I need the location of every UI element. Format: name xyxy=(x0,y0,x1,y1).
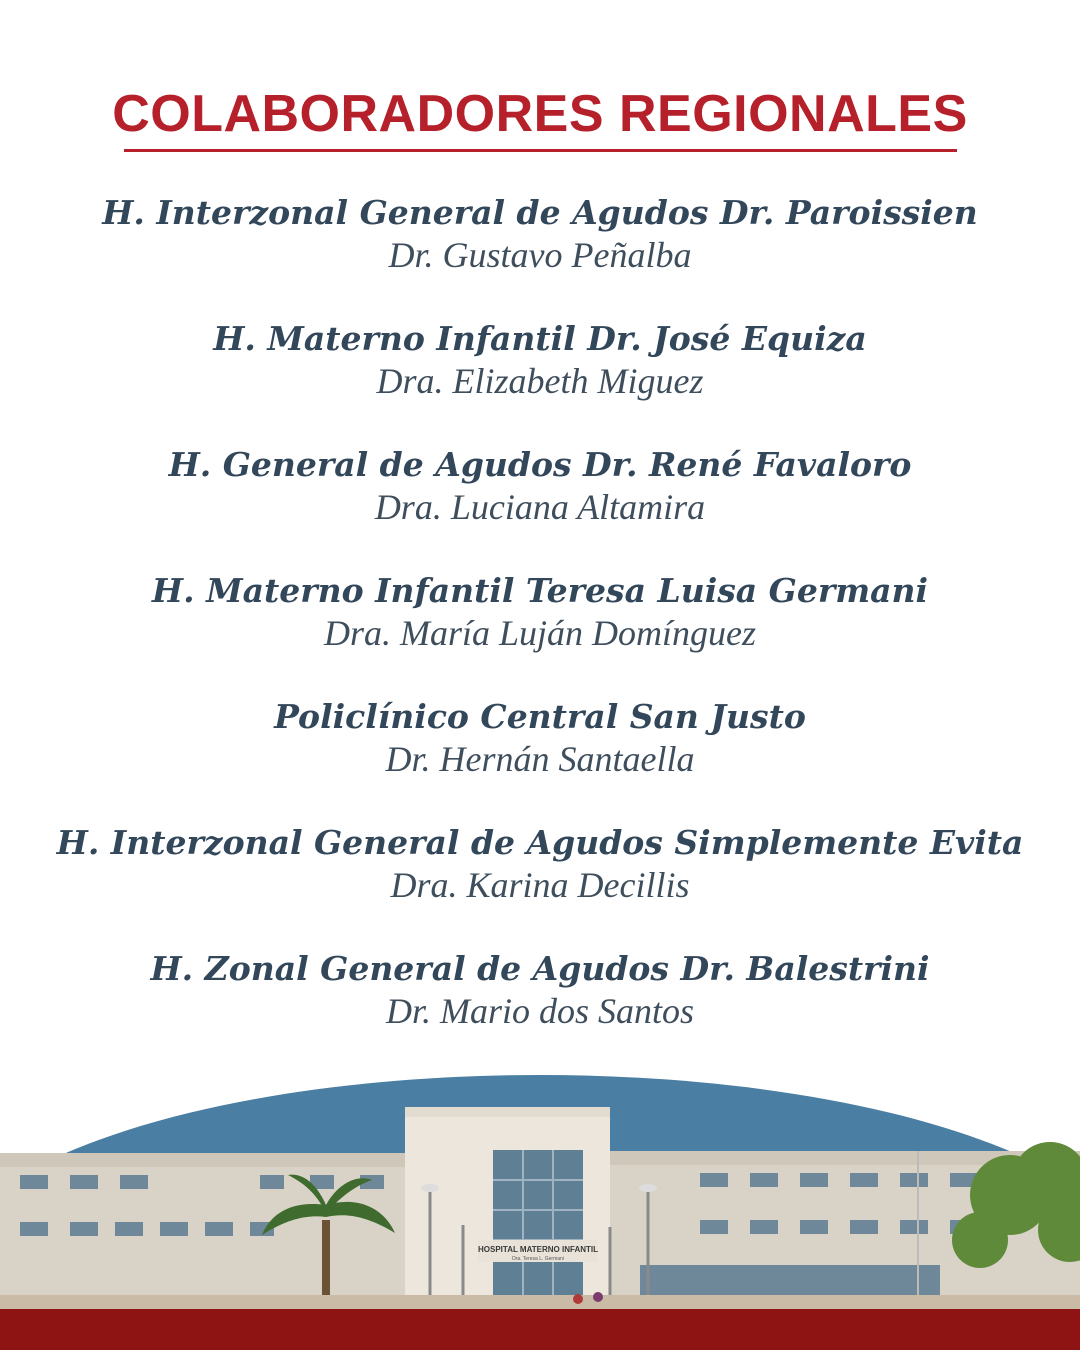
collaborator-entry xyxy=(0,318,1080,444)
doctor-name: Dra. Karina Decillis xyxy=(390,865,690,905)
hospital-name: H. Materno Infantil Dr. José Equiza xyxy=(213,319,867,358)
collaborator-entry xyxy=(0,570,1080,696)
glass-facade xyxy=(493,1150,583,1300)
hospital-name: H. Zonal General de Agudos Dr. Balestrini xyxy=(150,949,930,988)
hospital-name: H. Interzonal General de Agudos Simplemente Evita xyxy=(56,823,1024,862)
hospital-name: Policlínico Central San Justo xyxy=(274,697,806,736)
collaborator-entry xyxy=(0,444,1080,570)
hospital-name: H. General de Agudos Dr. René Favaloro xyxy=(168,445,912,484)
building-left-wing xyxy=(0,1153,405,1310)
building-sign-sub: Dra. Teresa L. Germani xyxy=(512,1256,564,1262)
collaborator-entry xyxy=(0,822,1080,948)
doctor-name: Dra. Elizabeth Miguez xyxy=(376,361,704,401)
page-title: COLABORADORES REGIONALES xyxy=(112,85,968,143)
doctor-name: Dr. Mario dos Santos xyxy=(385,991,695,1031)
collaborator-list xyxy=(0,192,1080,1074)
doctor-name: Dra. Luciana Altamira xyxy=(374,487,706,527)
doctor-name: Dr. Hernán Santaella xyxy=(385,739,695,779)
doctor-name: Dr. Gustavo Peñalba xyxy=(388,235,692,275)
hospital-building-photo xyxy=(0,1055,1080,1310)
title-underline xyxy=(124,149,957,152)
collaborator-entry xyxy=(0,696,1080,822)
building-sign: HOSPITAL MATERNO INFANTIL xyxy=(478,1245,598,1254)
doctor-name: Dra. María Luján Domínguez xyxy=(323,613,757,653)
hospital-name: H. Materno Infantil Teresa Luisa Germani xyxy=(151,571,929,610)
collaborator-entry xyxy=(0,192,1080,318)
footer-bar xyxy=(0,1309,1080,1350)
hospital-name: H. Interzonal General de Agudos Dr. Paroissien xyxy=(102,193,978,232)
